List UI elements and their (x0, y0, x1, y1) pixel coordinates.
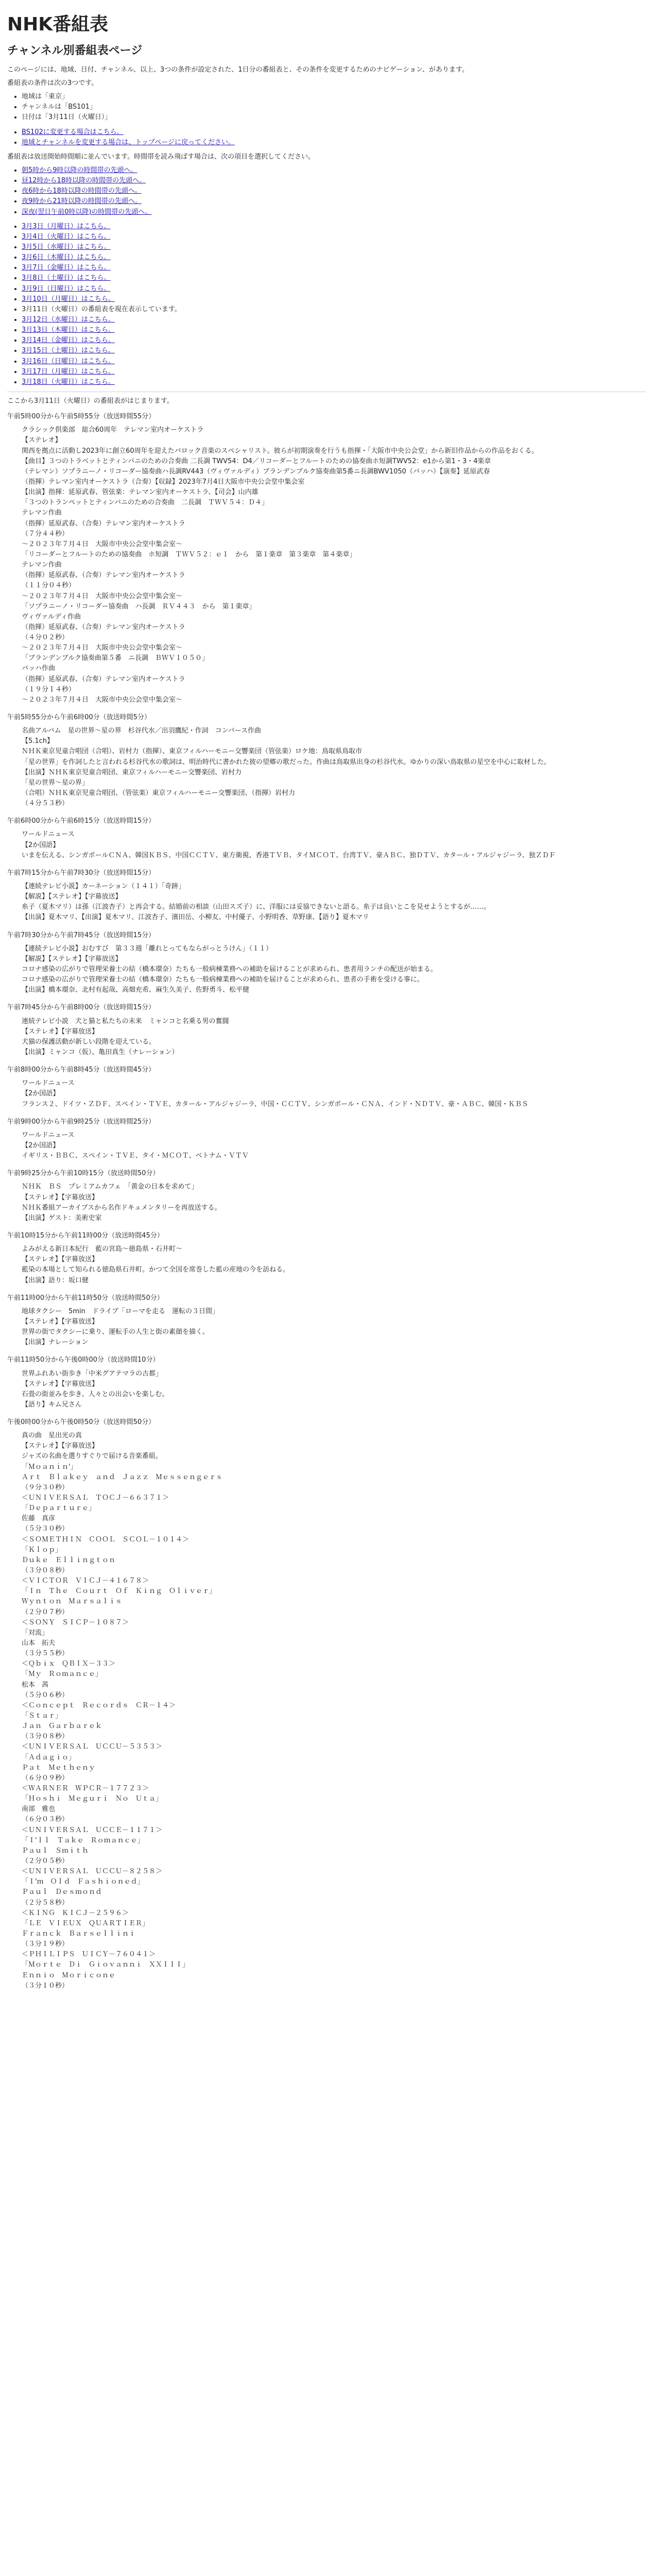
program-detail (7, 1078, 646, 1109)
time-nav-item[interactable] (22, 176, 646, 186)
program-detail (7, 882, 646, 923)
program-line: 【2か国語】 (22, 1090, 60, 1098)
program-line: 「Ｍｏｒｔｅ Ｄｉ Ｇｉｏｖａｎｎｉ ＸＸＩＩＩ」 (22, 1961, 190, 1969)
date-nav-item-link[interactable]: 3月18日（火曜日）はこちら。 (22, 378, 115, 386)
time-nav-item-link[interactable]: 夜9時から21時以降の時間帯の先頭へ。 (22, 197, 142, 206)
program-time: 午前6時00分から午前6時15分（放送時間15分） (7, 817, 156, 825)
condition-item: • チャンネルは「BS101」 (22, 102, 646, 112)
time-nav-item-link[interactable]: 昼12時から18時以降の時間帯の先頭へ。 (22, 177, 146, 185)
program-line: 「Ｉｎ Ｔｈｅ Ｃｏｕｒｔ Ｏｆ Ｋｉｎｇ Ｏｌｉｖｅｒ」 (22, 1587, 216, 1596)
page-subtitle: チャンネル別番組表ページ (7, 44, 143, 57)
program-line: （３分０８秒） (22, 1567, 69, 1575)
program-line: 【ステレオ】【字幕放送】 (22, 1256, 98, 1264)
program-item (7, 1117, 646, 1162)
program-line: ジャズの名曲を選りすぐりで届ける音楽番組。 (22, 1452, 162, 1461)
program-line: 【出演】夏木マリ、【出演】夏木マリ、江波杏子、濱田岳、小柳友、中村優子、小野明香、草野康、【語り】夏木マリ (22, 913, 369, 922)
program-line: ＜Ｑｂｉｘ ＱＢＩＸ－３３＞ (22, 1660, 116, 1668)
program-line: 「Ａｄａｇｉｏ」 (22, 1753, 76, 1761)
program-line: テレマン作曲 (22, 561, 62, 569)
date-nav-item[interactable] (22, 294, 646, 304)
time-nav-item-link[interactable]: 夜6時から18時以降の時間帯の先頭へ。 (22, 187, 142, 195)
program-item (7, 1231, 646, 1286)
program-detail (7, 425, 646, 705)
condition-item: • 日付は「3月11日（火曜日）」 (22, 112, 646, 123)
change-item-link[interactable]: 地域とチャンネルを変更する場合は、トップページに戻ってください。 (22, 138, 235, 146)
program-line: 【5.1ch】 (22, 737, 54, 745)
program-line: （指揮）延原武春、（合奏）テレマン室内オーケストラ (22, 519, 185, 528)
program-line: Ｐａｕｌ Ｓｍｉｔｈ (22, 1846, 89, 1855)
program-item (7, 1168, 646, 1224)
program-item (7, 868, 646, 923)
program-line: 「Ｄｅｐａｒｔｕｒｅ」 (22, 1504, 96, 1513)
program-line: 藍染の本場として知られる徳島県石井町。かつて全国を席巻した藍の産地の今を訪ねる。 (22, 1266, 290, 1274)
page-title: NHK番組表 (7, 14, 109, 35)
program-line: 「星の世界」を作詞したと言われる杉谷代水の歌詞は、明治時代に書かれた彼の望郷の歌だった。作曲は鳥取県出身の杉谷代水。ゆかりの深い鳥取県の星空を中心に取材した。 (22, 758, 551, 766)
program-line: 【ステレオ】【字幕放送】 (22, 1380, 98, 1388)
program-line: 【解説】【ステレオ】【字幕放送】 (22, 955, 122, 963)
program-line: ＜ＶＩＣＴＯＲ ＶＩＣＪ－４１６７８＞ (22, 1577, 149, 1585)
program-detail (7, 1016, 646, 1058)
time-nav-item[interactable] (22, 165, 646, 176)
date-nav-item-link[interactable]: 3月7日（金曜日）はこちら。 (22, 264, 111, 272)
change-item[interactable] (22, 138, 646, 148)
program-line: ＜Ｃｏｎｃｅｐｔ Ｒｅｃｏｒｄｓ ＣＲ－１４＞ (22, 1701, 176, 1709)
program-line: ＜ＰＨＩＬＩＰＳ ＵＩＣＹ－７６０４１＞ (22, 1951, 156, 1959)
program-line: ＜ＵＮＩＶＥＲＳＡＬ ＵＣＣＵ－５３５３＞ (22, 1743, 163, 1751)
date-nav-item-link[interactable]: 3月3日（月曜日）はこちら。 (22, 222, 111, 230)
program-line: 【語り】キム兄さん (22, 1400, 82, 1409)
program-item (7, 1417, 646, 1991)
program-line: （２分５８秒） (22, 1899, 69, 1907)
program-detail (7, 1307, 646, 1348)
program-line: 松本 茜 (22, 1681, 49, 1689)
program-line: ＜ＵＮＩＶＥＲＳＡＬ ＵＣＣＥ－１１７１＞ (22, 1826, 163, 1834)
program-item (7, 412, 646, 705)
program-line: （３分０８秒） (22, 1733, 69, 1741)
program-line: Ｄｕｋｅ Ｅｌｌｉｎｇｔｏｎ (22, 1556, 116, 1564)
program-line: 【出演】ゲスト：美術史家 (22, 1214, 102, 1222)
program-line: 山本 拓夫 (22, 1639, 56, 1648)
program-line: （７分４４秒） (22, 530, 69, 538)
program-line: （２分０５秒） (22, 1857, 69, 1865)
program-line: 「リコーダーとフルートのための協奏曲 ホ短調 ＴＷＶ５２：ｅ１ から 第１楽章 第３楽章 第４楽章」 (22, 550, 356, 558)
program-line: コロナ感染の広がりで管理栄養士の結（橋本環奈）たちも一般病棟業務への補助を届けることが求められ、患者の手術を受ける事に。 (22, 976, 424, 984)
program-time: 午前10時15分から午前11時00分（放送時間45分） (7, 1231, 164, 1240)
program-line: 犬猫の保護活動が新しい段階を迎えている。 (22, 1038, 156, 1046)
program-line: （３分１９秒） (22, 1940, 69, 1948)
program-line: Ｊａｎ Ｇａｒｂａｒｅｋ (22, 1722, 102, 1731)
program-line: 「星の世界～星の界」 (22, 778, 89, 787)
program-line: （６分０９秒） (22, 1774, 69, 1782)
program-line: 連続テレビ小説 犬と猫と私たちの未来 ミャンコと名乗る男の奮闘 (22, 1017, 229, 1025)
program-line: Ｐａｔ Ｍｅｔｈｅｎｙ (22, 1764, 96, 1772)
program-line: 名曲アルバム 星の世界～星の界 杉谷代水／出羽鷹紀・作詞 コンバース作曲 (22, 727, 262, 735)
date-nav-item-link[interactable]: 3月15日（土曜日）はこちら。 (22, 347, 115, 355)
program-line: （指揮）延原武春、（合奏）テレマン室内オーケストラ (22, 675, 185, 683)
program-line: ＜ＵＮＩＶＥＲＳＡＬ ＴＯＣＪ－６６３７１＞ (22, 1494, 169, 1502)
program-line: ～２０２３年７月４日 大阪市中央公会堂中集会室～ (22, 592, 183, 600)
program-line: ワールドニュース (22, 1079, 75, 1088)
program-line: （指揮）延原武春、（合奏）テレマン室内オーケストラ (22, 623, 185, 631)
program-line: 【出演】ナレーション (22, 1338, 89, 1347)
program-line: ＜ＳＯＭＥＴＨＩＮ ＣＯＯＬ ＳＣＯＬ－１０１４＞ (22, 1535, 190, 1544)
program-time: 午前5時00分から午前5時55分（放送時間55分） (7, 413, 156, 421)
date-nav-item[interactable] (22, 315, 646, 325)
program-line: 【出演】橋本環奈、北村有起哉、高畑充希、麻生久美子、佐野勇斗、松平健 (22, 986, 250, 994)
program-line: 佐藤 真彦 (22, 1515, 56, 1523)
program-detail (7, 1182, 646, 1224)
program-line: （５分３０秒） (22, 1525, 69, 1533)
program-line: 「Ｓｔａｒ」 (22, 1712, 62, 1720)
program-line: 「３つのトランペットとティンパニのための合奏曲 二長調 ＴＷＶ５４：Ｄ４」 (22, 499, 269, 507)
program-item (7, 1003, 646, 1058)
program-line: ～２０２３年７月４日 大阪市中央公会堂中集会室～ (22, 540, 183, 548)
program-line: （指揮）テレマン室内オーケストラ（合奏）【収録】2023年7月4日大阪市中央公会堂中集会室 (22, 478, 305, 486)
program-line: （４分０２秒） (22, 634, 69, 642)
program-line: 【連続テレビ小説】カーネーション（１４１）「奇跡」 (22, 883, 185, 891)
date-nav-item-link[interactable]: 3月6日（木曜日）はこちら。 (22, 253, 111, 262)
program-item (7, 1293, 646, 1348)
list-start: ここから3月11日（火曜日）の番組表がはじまります。 (7, 397, 174, 405)
date-nav-item[interactable] (22, 325, 646, 335)
program-line: （３分５５秒） (22, 1650, 69, 1658)
program-line: ワールドニュース (22, 831, 75, 839)
program-line: 【曲目】３つのトラベットとティンパニのための合奏曲 二長調 TWV54：D4／リコーダーとフルートのための協奏曲ホ短調TWV52：e1から第1・3・4楽章 (22, 457, 491, 465)
program-line: 【2か国語】 (22, 1141, 60, 1149)
program-detail (7, 1244, 646, 1286)
program-line: （４分５３秒） (22, 800, 69, 808)
program-detail (7, 829, 646, 860)
date-nav-item-link[interactable]: 3月5日（水曜日）はこちら。 (22, 243, 111, 251)
program-line: （指揮）延原武春、（合奏）テレマン室内オーケストラ (22, 571, 185, 580)
program-line: 世界ふれあい街歩き「中米グアテマラの古都」 (22, 1369, 163, 1378)
date-nav-item[interactable] (22, 357, 646, 367)
program-line: いまを伝える、シンガポールＣＮＡ、韓国ＫＢＳ、中国ＣＣＴＶ、東方衛視、香港ＴＶＢ、タイＭＣＯＴ、台湾ＴＶ、豪ＡＢＣ、独ＤＴＶ、カタール・アルジャジーラ、独ＺＤＦ (22, 851, 556, 859)
program-line: （６分０３秒） (22, 1816, 69, 1824)
program-line: ヴィヴァルディ作曲 (22, 613, 81, 621)
program-time: 午前9時25分から午前10時15分（放送時間50分） (7, 1170, 160, 1178)
program-item (7, 1355, 646, 1410)
program-line: 地球タクシー 5min ドライブ「ローマを走る 運転の３日間」 (22, 1307, 219, 1315)
time-nav-item-link[interactable]: 深夜(翌日午前0時以降)の時間帯の先頭へ。 (22, 208, 152, 216)
time-nav-label: 番組表は放送開始時間順に並んでいます。時間帯を読み飛ばす場合は、次の項目を選択してください。 (7, 152, 315, 161)
program-line: ＮＨＫ ＢＳ プレミアムカフェ 「黄金の日本を求めて」 (22, 1183, 198, 1191)
program-line: 「ＬＥ ＶＩＥＵＸ ＱＵＡＲＴＩＥＲ」 (22, 1919, 149, 1927)
date-nav-item[interactable] (22, 263, 646, 273)
date-nav-item-link[interactable]: 3月10日（月曜日）はこちら。 (22, 295, 115, 303)
date-nav-item-link[interactable]: 3月14日（金曜日）はこちら。 (22, 336, 115, 345)
program-line: 糸子（夏木マリ）は孫（江波杏子）と再会する。結婚前の相談（山田スズ子）に、洋服には妥協できないと語る。糸子は良いとこを見せようとするが……。 (22, 903, 491, 911)
program-line: 「Ｈｏｓｈｉ Ｍｅｇｕｒｉ Ｎｏ Ｕｔａ」 (22, 1795, 163, 1803)
date-nav-item-link[interactable]: 3月4日（火曜日）はこちら。 (22, 232, 111, 241)
program-line: 【出演】ＮＨＫ東京児童合唱団、東京フィルハーモニー交響楽団、岩村力 (22, 768, 242, 776)
program-line: ＮＨＫ番組アーカイブスから名作ドキュメンタリーを再放送する。 (22, 1204, 221, 1212)
program-time: 午前7時45分から午前8時00分（放送時間15分） (7, 1004, 156, 1012)
change-item[interactable] (22, 127, 646, 138)
program-detail (7, 1130, 646, 1161)
program-line: 南部 雅也 (22, 1805, 56, 1814)
date-nav-item-link[interactable]: 3月9日（日曜日）はこちら。 (22, 284, 111, 293)
program-line: 「Ｍｙ Ｒｏｍａｎｃｅ」 (22, 1670, 102, 1679)
program-line: （２分０７秒） (22, 1608, 69, 1616)
program-line: 【連続テレビ小説】おむすび 第３３週「離れとってもならがっとうけん」（１１） (22, 944, 272, 953)
date-nav-item[interactable] (22, 273, 646, 283)
date-nav-item-link[interactable]: 3月13日（木曜日）はこちら。 (22, 326, 115, 334)
program-line: 【出演】ミャンコ（仮）、亀田真生（ナレーション） (22, 1048, 179, 1056)
program-time: 午前11時50分から午後0時00分（放送時間10分） (7, 1356, 160, 1364)
date-nav-item[interactable] (22, 335, 646, 346)
program-line: テレマン作曲 (22, 509, 62, 517)
date-nav-item[interactable] (22, 242, 646, 252)
program-item (7, 930, 646, 996)
date-nav-item[interactable] (22, 377, 646, 387)
program-line: ワールドニュース (22, 1131, 75, 1139)
program-line: （９分３０秒） (22, 1483, 69, 1492)
program-line: Ａｒｔ Ｂｌａｋｅｙ ａｎｄ Ｊａｚｚ Ｍｅｓｓｅｎｇｅｒｓ (22, 1473, 223, 1481)
program-line: イギリス・ＢＢＣ、スペイン・ＴＶＥ、タイ・ＭＣＯＴ、ベトナム・ＶＴＶ (22, 1152, 249, 1160)
date-nav-item[interactable] (22, 232, 646, 242)
program-line: （テレマン）ソプラニーノ・リコーダー協奏曲ハ長調RV443（ヴィヴァルディ）ブランデンブルク協奏曲第5番ニ長調BWV1050（バッハ）【演奏】延原武春 (22, 467, 490, 476)
date-nav-item-link[interactable]: 3月8日（土曜日）はこちら。 (22, 274, 111, 282)
program-line: （１１分０４秒） (22, 582, 76, 590)
program-line: フランス２、ドイツ・ＺＤＦ、スペイン・ＴＶＥ、カタール・アルジャジーラ、中国・ＣＣＴＶ、シンガポール・ＣＮＡ、インド・ＮＤＴＶ、豪・ＡＢＣ、韓国・ＫＢＳ (22, 1100, 528, 1108)
program-line: ＮＨＫ東京児童合唱団（合唱）、岩村力（指揮）、東京フィルハーモニー交響楽団（管弦楽）ロケ地：鳥取県鳥取市 (22, 748, 363, 756)
program-line: Ｅｎｎｉｏ Ｍｏｒｉｃｏｎｅ (22, 1971, 116, 1979)
condition-item: • 地域は「東京」 (22, 92, 646, 102)
program-line: 【2か国語】 (22, 841, 60, 849)
program-line: 【ステレオ】 (22, 436, 62, 445)
time-nav (7, 165, 646, 217)
program-time: 午前8時00分から午前8時45分（放送時間45分） (7, 1066, 156, 1074)
date-nav-item: • 3月11日（火曜日）の番組表を現在表示しています。 (22, 304, 646, 315)
program-line: 「対流」 (22, 1629, 49, 1637)
program-line: 「Ｉ'ｌｌ Ｔａｋｅ Ｒｏｍａｎｃｅ」 (22, 1836, 144, 1844)
program-line: 「ソプラニーノ・リコーダー協奏曲 ハ長調 ＲＶ４４３ から 第１楽章」 (22, 602, 256, 611)
program-line: 【ステレオ】【字幕放送】 (22, 1317, 98, 1326)
program-detail (7, 1431, 646, 1991)
program-line: 【出演】語り：坂口健 (22, 1276, 89, 1284)
date-nav-item[interactable] (22, 222, 646, 232)
program-list (7, 412, 646, 1991)
program-line: 【出演】指揮：延原武春、管弦楽：テレマン室内オーケストラ、【司会】山内雄 (22, 488, 259, 497)
program-time: 午前11時00分から午前11時50分（放送時間50分） (7, 1294, 164, 1302)
program-line: （３分１０秒） (22, 1981, 69, 1990)
conditions-label: 番組表の条件は次の3つです。 (7, 79, 98, 88)
program-line: 【ステレオ】【字幕放送】 (22, 1027, 98, 1036)
program-item (7, 816, 646, 861)
program-time: 午前5時55分から午前6時00分（放送時間5分） (7, 714, 151, 722)
program-line: ＜ＵＮＩＶＥＲＳＡＬ ＵＣＣＵ－８２５８＞ (22, 1868, 163, 1876)
program-detail (7, 1369, 646, 1411)
date-nav (7, 222, 646, 387)
program-line: 「Ｍｏａｎｉｎ'」 (22, 1463, 77, 1471)
program-line: ＜ＫＩＮＧ ＫＩＣＪ－２５９６＞ (22, 1909, 129, 1917)
time-nav-item-link[interactable]: 朝5時から9時以降の時間帯の先頭へ。 (22, 166, 138, 175)
program-line: よみがえる新日本紀行 藍の宮島～徳島県・石井町～ (22, 1245, 183, 1253)
program-line: （合唱）ＮＨＫ東京児童合唱団、（管弦楽）東京フィルハーモニー交響楽団、（指揮）岩村力 (22, 789, 296, 798)
program-time: 午前7時30分から午前7時45分（放送時間15分） (7, 931, 156, 939)
program-line: （１９分１４秒） (22, 685, 76, 693)
change-links (7, 127, 646, 148)
change-item-link[interactable]: BS102に変更する場合はこちら。 (22, 128, 124, 136)
program-detail (7, 726, 646, 809)
program-line: クラシック倶楽部 総合60周年 テレマン室内オーケストラ (22, 426, 204, 434)
program-line: 「Ｉ'ｍ Ｏｌｄ Ｆａｓｈｉｏｎｅｄ」 (22, 1878, 144, 1886)
date-nav-item[interactable] (22, 346, 646, 356)
program-line: ～２０２３年７月４日 大阪市中央公会堂中集会室～ (22, 644, 183, 652)
date-nav-item-link[interactable]: 3月16日（日曜日）はこちら。 (22, 357, 115, 365)
program-line: Ｗｙｎｔｏｎ Ｍａｒｓａｌｉｓ (22, 1598, 123, 1606)
program-detail (7, 944, 646, 996)
program-item (7, 713, 646, 809)
program-line: ＜ＳＯＮＹ ＳＩＣＰ－１０８７＞ (22, 1618, 129, 1626)
date-nav-item[interactable] (22, 252, 646, 263)
program-line: 【ステレオ】【字幕放送】 (22, 1442, 98, 1450)
program-line: 「Ｋｌｏｐ」 (22, 1546, 62, 1554)
date-nav-item[interactable] (22, 367, 646, 377)
program-line: 真の曲 星出光の真 (22, 1432, 82, 1440)
program-line: Ｐａｕｌ Ｄｅｓｍｏｎｄ (22, 1888, 102, 1896)
date-nav-item-link[interactable]: 3月17日（月曜日）はこちら。 (22, 367, 115, 376)
time-nav-item[interactable] (22, 207, 646, 217)
date-nav-item[interactable] (22, 284, 646, 294)
program-line: バッハ作曲 (22, 665, 56, 673)
program-line: 関西を拠点に活動し2023年に創立60周年を迎えたバロック音楽のスペシャリスト。彼らが初期演奏を行うも指揮・「大阪市中央公会堂」から新旧作品からの作品をおくる。 (22, 447, 539, 455)
program-line: 石畳の街並みを歩き、人々との出会いを楽しむ。 (22, 1390, 169, 1398)
program-line: Ｆｒａｎｃｋ Ｂａｒｓｅｌｌｉｎｉ (22, 1929, 136, 1938)
program-line: 【ステレオ】【字幕放送】 (22, 1193, 98, 1201)
program-line: 「ブランデンブルク協奏曲第５番 ニ長調 ＢＷＶ１０５０」 (22, 654, 209, 663)
conditions-list (7, 92, 646, 123)
program-line: 【解説】【ステレオ】【字幕放送】 (22, 893, 122, 901)
program-line: （５分０６秒） (22, 1691, 69, 1699)
program-item (7, 1065, 646, 1110)
program-time: 午前9時00分から午前9時25分（放送時間25分） (7, 1117, 156, 1126)
time-nav-item[interactable] (22, 186, 646, 196)
program-line: コロナ感染の広がりで管理栄養士の結（橋本環奈）たちも一般病棟業務への補助を届けることが求められ、患者用ランチの配送が始まる。 (22, 965, 437, 973)
time-nav-item[interactable] (22, 196, 646, 207)
program-time: 午前7時15分から午前7時30分（放送時間15分） (7, 869, 156, 877)
program-line: ～２０２３年７月４日 大阪市中央公会堂中集会室～ (22, 696, 183, 704)
date-nav-item-link[interactable]: 3月12日（水曜日）はこちら。 (22, 315, 115, 324)
intro-text: このページには、地域、日付、チャンネル、以上、3つの条件が設定された、1日分の番組表と、その条件を変更するためのナビゲーション、があります。 (7, 65, 469, 74)
program-line: ＜ＷＡＲＮＥＲ ＷＰＣＲ－１７７２３＞ (22, 1784, 149, 1792)
program-line: 世界の街でタクシーに乗り、運転手の人生と街の素顔を描く。 (22, 1328, 209, 1336)
program-time: 午後0時00分から午後0時50分（放送時間50分） (7, 1418, 156, 1427)
